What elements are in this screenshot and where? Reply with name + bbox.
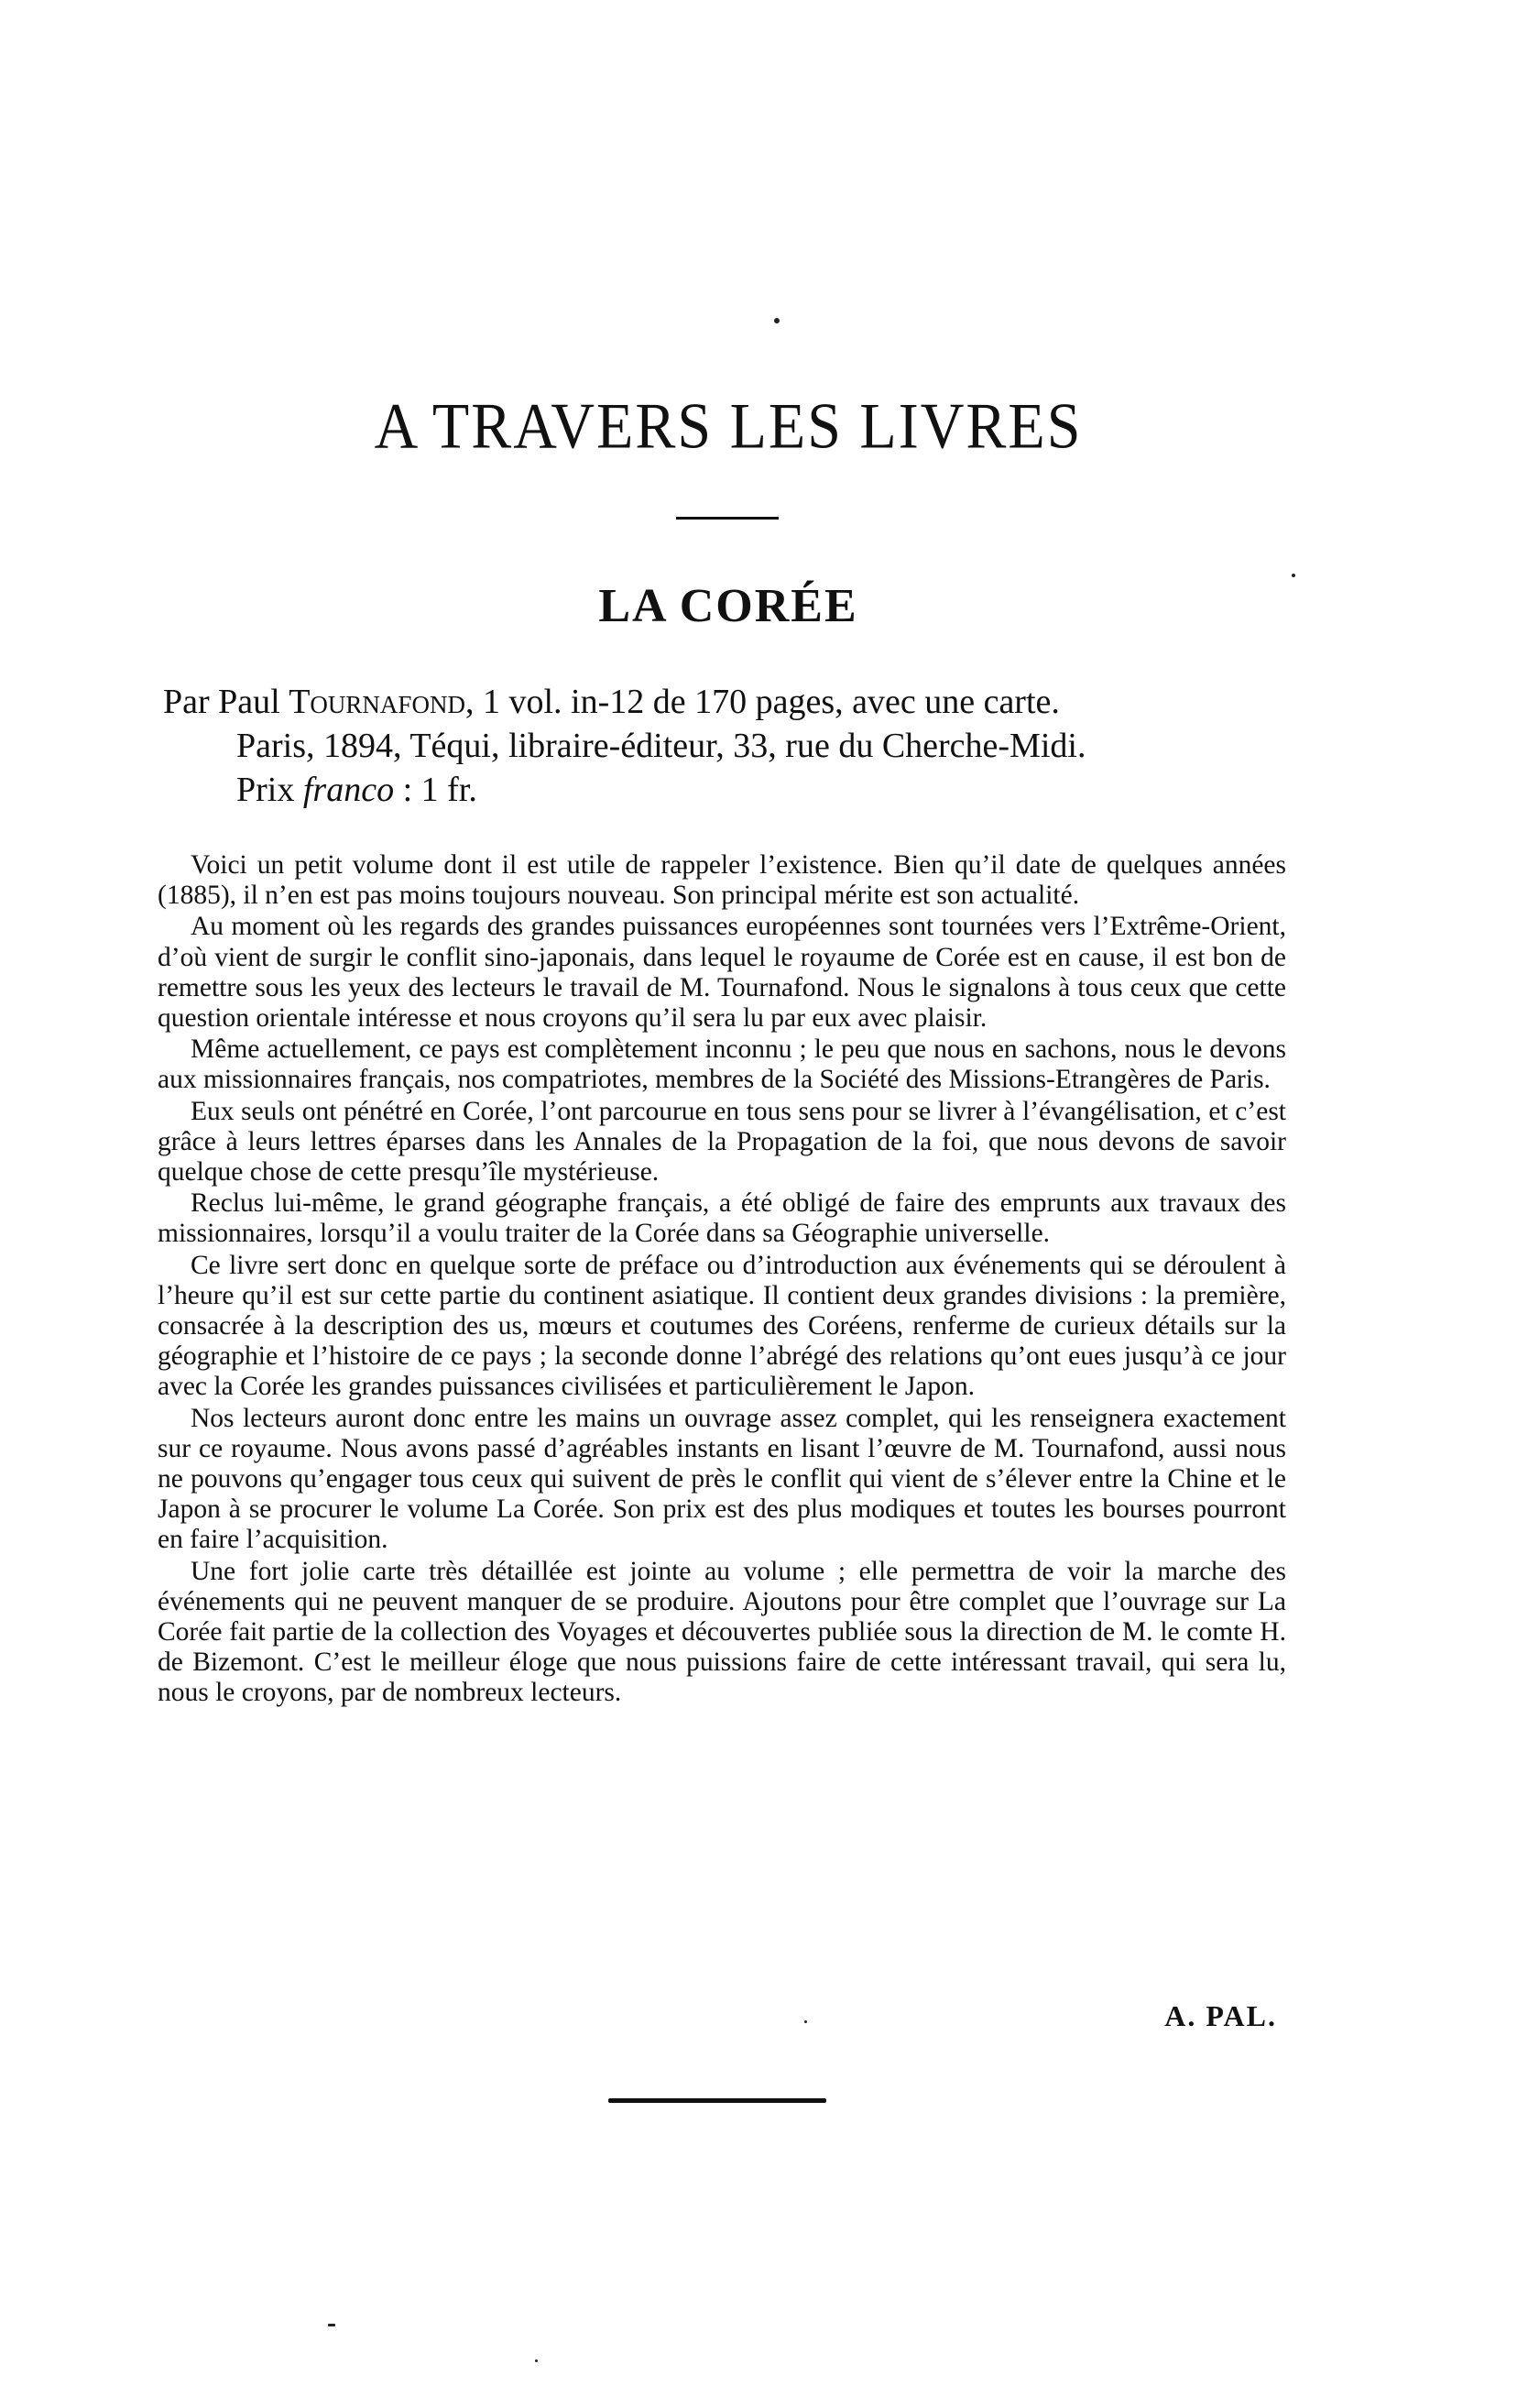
print-speck — [774, 318, 780, 323]
paragraph: Eux seuls ont pénétré en Corée, l’ont parcourue en tous sens pour se livrer à l’évangélisation, et c’est grâce à leurs lettres éparses dans les Annales de la Propagation de la foi, que nous devons de savoir quelque chose de cette presqu’île mystérieuse. — [158, 1096, 1286, 1188]
paragraph: Une fort jolie carte très détaillée est jointe au volume ; elle permettra de voir la marche des événements qui ne peuvent manquer de se produire. Ajoutons pour être complet que l’ouvrage sur La Corée fait partie de la collection des Voyages et découvertes publiée sous la direction de M. le comte H. de Bizemont. C’est le meilleur éloge que nous puissions faire de cette intéressant travail, qui sera lu, nous le croyons, par de nombreux lecteurs. — [158, 1556, 1286, 1708]
bibliographic-reference — [163, 680, 1299, 812]
print-speck — [328, 2324, 335, 2326]
section-title: A TRAVERS LES LIVRES — [374, 390, 1083, 463]
paragraph: Nos lecteurs auront donc entre les mains un ouvrage assez complet, qui les renseignera exactement sur ce royaume. Nous avons passé d’agréables instants en lisant l’œuvre de M. Tournafond, aussi nous ne pouvons qu’engager tous ceux qui suivent de près le conflit qui vient de s’élever entre la Chine et le Japon à se procurer le volume La Corée. Son prix est des plus modiques et toutes les bourses pourront en faire l’acquisition. — [158, 1403, 1286, 1555]
biblio-author-surname: Tournafond — [289, 683, 465, 721]
print-speck — [1292, 574, 1295, 577]
paragraph: Ce livre sert donc en quelque sorte de préface ou d’introduction aux événements qui se déroulent à l’heure qu’il est sur cette partie du continent asiatique. Il contient deux grandes divisions : la première, consacrée à la description des us, mœurs et coutumes des Coréens, renferme de curieux détails sur la géographie et l’histoire de ce pays ; la seconde donne l’abrégé des relations qu’ont eues jusqu’à ce jour avec la Corée les grandes puissances civilisées et particulièrement le Japon. — [158, 1250, 1286, 1402]
biblio-price-italic: franco — [302, 771, 395, 809]
paragraph: Voici un petit volume dont il est utile de rappeler l’existence. Bien qu’il date de quelques années (1885), il n’en est pas moins toujours nouveau. Son principal mérite est son actualité. — [158, 850, 1286, 911]
biblio-author-prefix: Par Paul — [163, 683, 289, 721]
paragraph: Au moment où les regards des grandes puissances européennes sont tournées vers l’Extrême-Orient, d’où vient de surgir le conflit sino-japonais, dans lequel le royaume de Corée est en cause, il est bon de remettre sous les yeux des lecteurs le travail de M. Tournafond. Nous le signalons à tous ceux que cette question orientale intéresse et nous croyons qu’il sera lu par eux avec plaisir. — [158, 912, 1286, 1034]
paragraph: Reclus lui-même, le grand géographe français, a été obligé de faire des emprunts aux travaux des missionnaires, lorsqu’il a voulu traiter de la Corée dans sa Géographie universelle. — [158, 1188, 1286, 1249]
title-divider — [676, 517, 779, 520]
article-body — [158, 850, 1286, 1709]
biblio-price-prefix: Prix — [236, 771, 303, 809]
author-signature: A. PAL. — [1164, 1999, 1277, 2032]
biblio-volume-info: , 1 vol. in-12 de 170 pages, avec une carte. — [464, 683, 1060, 721]
end-divider — [608, 2098, 826, 2103]
print-speck — [535, 2359, 538, 2362]
biblio-price-value: : 1 fr. — [394, 771, 477, 809]
paragraph: Même actuellement, ce pays est complètement inconnu ; le peu que nous en sachons, nous le devons aux missionnaires français, nos compatriotes, membres de la Société des Missions-Etrangères de Paris. — [158, 1034, 1286, 1095]
print-speck — [804, 2020, 807, 2023]
biblio-line-3 — [163, 768, 1299, 812]
biblio-line-2: Paris, 1894, Téqui, libraire-éditeur, 33, rue du Cherche-Midi. — [236, 727, 1086, 765]
article-title: LA CORÉE — [598, 580, 858, 632]
biblio-line-1 — [163, 680, 1299, 724]
